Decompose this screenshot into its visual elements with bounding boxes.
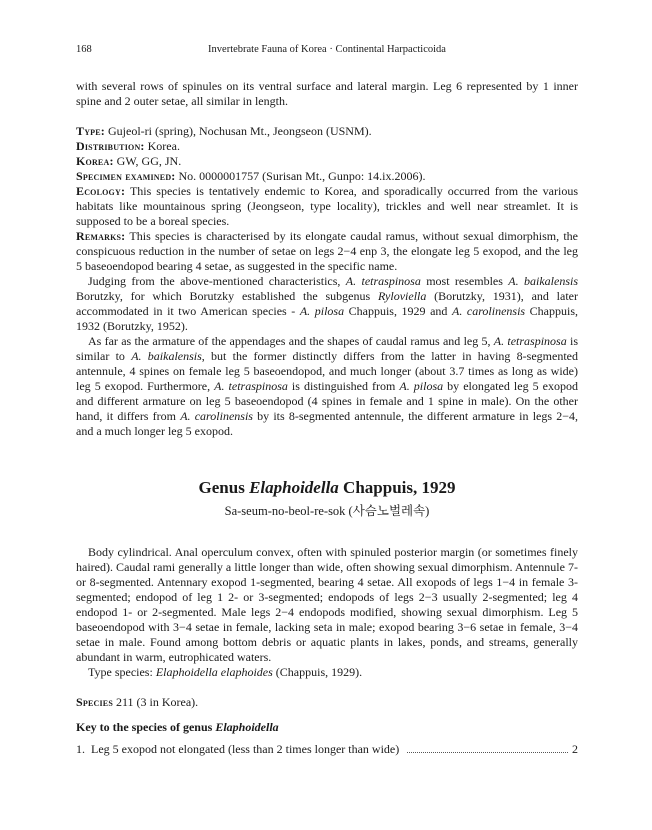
text-run: Borutzky, for which Borutzky established the subgenus [76, 289, 378, 303]
key-item [76, 742, 578, 757]
type-value: Gujeol-ri (spring), Nochusan Mt., Jeongseon (USNM). [108, 124, 372, 138]
korea-label: Korea: [76, 154, 114, 168]
key-item-text: Leg 5 exopod not elongated (less than 2 times longer than wide) [91, 742, 400, 756]
type-species-label: Type species: [88, 665, 156, 679]
key-title-prefix: Key to the species of genus [76, 720, 216, 734]
species-count-value: 211 (3 in Korea). [112, 695, 199, 709]
species-name: A. tetraspinosa [345, 274, 421, 288]
key-heading [76, 720, 279, 735]
key-item-number: 1. [76, 742, 85, 756]
type-species-author: (Chappuis, 1929). [272, 665, 363, 679]
genus-heading [76, 478, 578, 498]
species-name: A. tetraspinosa [493, 334, 567, 348]
text-run: Chappuis, 1932 (Borutzky, 1952). [76, 304, 578, 333]
species-account [76, 124, 578, 439]
remarks-paragraph-2 [76, 274, 578, 334]
remarks-value: This species is characterised by its elongate caudal ramus, without sexual dimorphism, the conspicuous reduction in the number of setae on legs 2−4 enp 3, the elongate leg 5 exopod, and the leg 5 baseoendopod bearing 4 setae, as suggested in the specific name. [76, 229, 578, 273]
genus-description-block [76, 545, 578, 710]
korea-value: GW, GG, JN. [116, 154, 182, 168]
text-run: is similar to [76, 334, 578, 363]
text-run: most resembles [420, 274, 509, 288]
ecology-label: Ecology: [76, 184, 126, 198]
remarks-label: Remarks: [76, 229, 126, 243]
type-line [76, 124, 578, 139]
text-run: As far as the armature of the appendages and the shapes of caudal ramus and leg 5, [88, 334, 494, 348]
text-run: by elongated leg 5 exopod and different armature on leg 5 baseoendopod (4 spines in female and 1 spine in male). On the other hand, it differs from [76, 379, 578, 423]
genus-description: Body cylindrical. Anal operculum convex, often with spinuled posterior margin (or sometimes finely haired). Caudal rami generally a little longer than wide, often showing sexual dimorphism. Antennule 7- or 8-segmented. Antennary exopod 1-segmented, bearing 4 setae. All exopods of legs 1−4 in female 3-segmented; endopod of leg 1 2- or 3-segmented; endopods of legs 2−3 usually 2-segmented; leg 4 endopod 1- or 2-segmented. Male legs 2−4 endopods modified, showing sexual dimorphism. Leg 5 baseoendopod with 3−4 setae in female, lacking seta in male; exopod bearing 3−6 setae in female, 3−4 setae in male. Found among bottom debris or aquatic plants in lakes, ponds, and streams, generally abundant in warm, eutrophicated waters. [76, 545, 578, 664]
genus-prefix: Genus [198, 478, 250, 497]
species-count-label: Species [76, 695, 113, 709]
species-name: A. carolinensis [451, 304, 526, 318]
specimen-line [76, 169, 578, 184]
genus-korean-name: Sa-seum-no-beol-re-sok (사슴노벌레속) [224, 504, 430, 518]
text-run: by its 8-segmented antennule, the different armature in legs 2−4, and a much longer leg 5 exopod. [76, 409, 578, 438]
remarks-paragraph-3 [76, 334, 578, 439]
species-name: A. carolinensis [180, 409, 253, 423]
page-number: 168 [76, 44, 92, 55]
genus-author: Chappuis, 1929 [338, 478, 456, 497]
key-item-target: 2 [572, 742, 578, 756]
page-header [76, 44, 578, 58]
species-name: A. baikalensis [508, 274, 578, 288]
text-run: is distinguished from [287, 379, 400, 393]
species-name: A. pilosa [399, 379, 444, 393]
specimen-value: No. 0000001757 (Surisan Mt., Gunpo: 14.ix.2006). [178, 169, 426, 183]
specimen-label: Specimen examined: [76, 169, 176, 183]
type-species-line [76, 665, 578, 680]
remarks-paragraph [76, 229, 578, 274]
key-title-genus: Elaphoidella [215, 720, 279, 734]
text-run: Judging from the above-mentioned characteristics, [88, 274, 346, 288]
species-count-line [76, 695, 578, 710]
species-name: A. pilosa [299, 304, 345, 318]
intro-paragraph [76, 79, 578, 109]
type-label: Type: [76, 124, 105, 138]
intro-text: with several rows of spinules on its ventral surface and lateral margin. Leg 6 represented by 1 inner spine and 2 outer setae, all similar in length. [76, 79, 578, 108]
subgenus-name: Ryloviella [377, 289, 427, 303]
text-run: , but the former distinctly differs from the latter in having 8-segmented antennule, 4 spines on female leg 5 baseoendopod, and much longer (about 3.7 times as long as wide) leg 5 exopod. Furthermore, [76, 349, 578, 393]
genus-name: Elaphoidella [249, 478, 339, 497]
text-run: (Borutzky, 1931), and later accommodated in it two American species - [76, 289, 578, 318]
ecology-paragraph [76, 184, 578, 229]
type-species-name: Elaphoidella elaphoides [155, 665, 273, 679]
ecology-value: This species is tentatively endemic to Korea, and sporadically occurred from the various habitats like mountainous spring (Jeongseon, type locality), trickles and well near streamlet. It is supposed to be a boreal species. [76, 184, 578, 228]
distribution-line [76, 139, 578, 154]
running-title: Invertebrate Fauna of Korea · Continental Harpacticoida [208, 44, 446, 55]
dot-leader [407, 752, 568, 753]
distribution-label: Distribution: [76, 139, 145, 153]
species-name: A. baikalensis [131, 349, 202, 363]
distribution-value: Korea. [147, 139, 180, 153]
korea-line [76, 154, 578, 169]
text-run: Chappuis, 1929 and [344, 304, 452, 318]
species-name: A. tetraspinosa [214, 379, 288, 393]
